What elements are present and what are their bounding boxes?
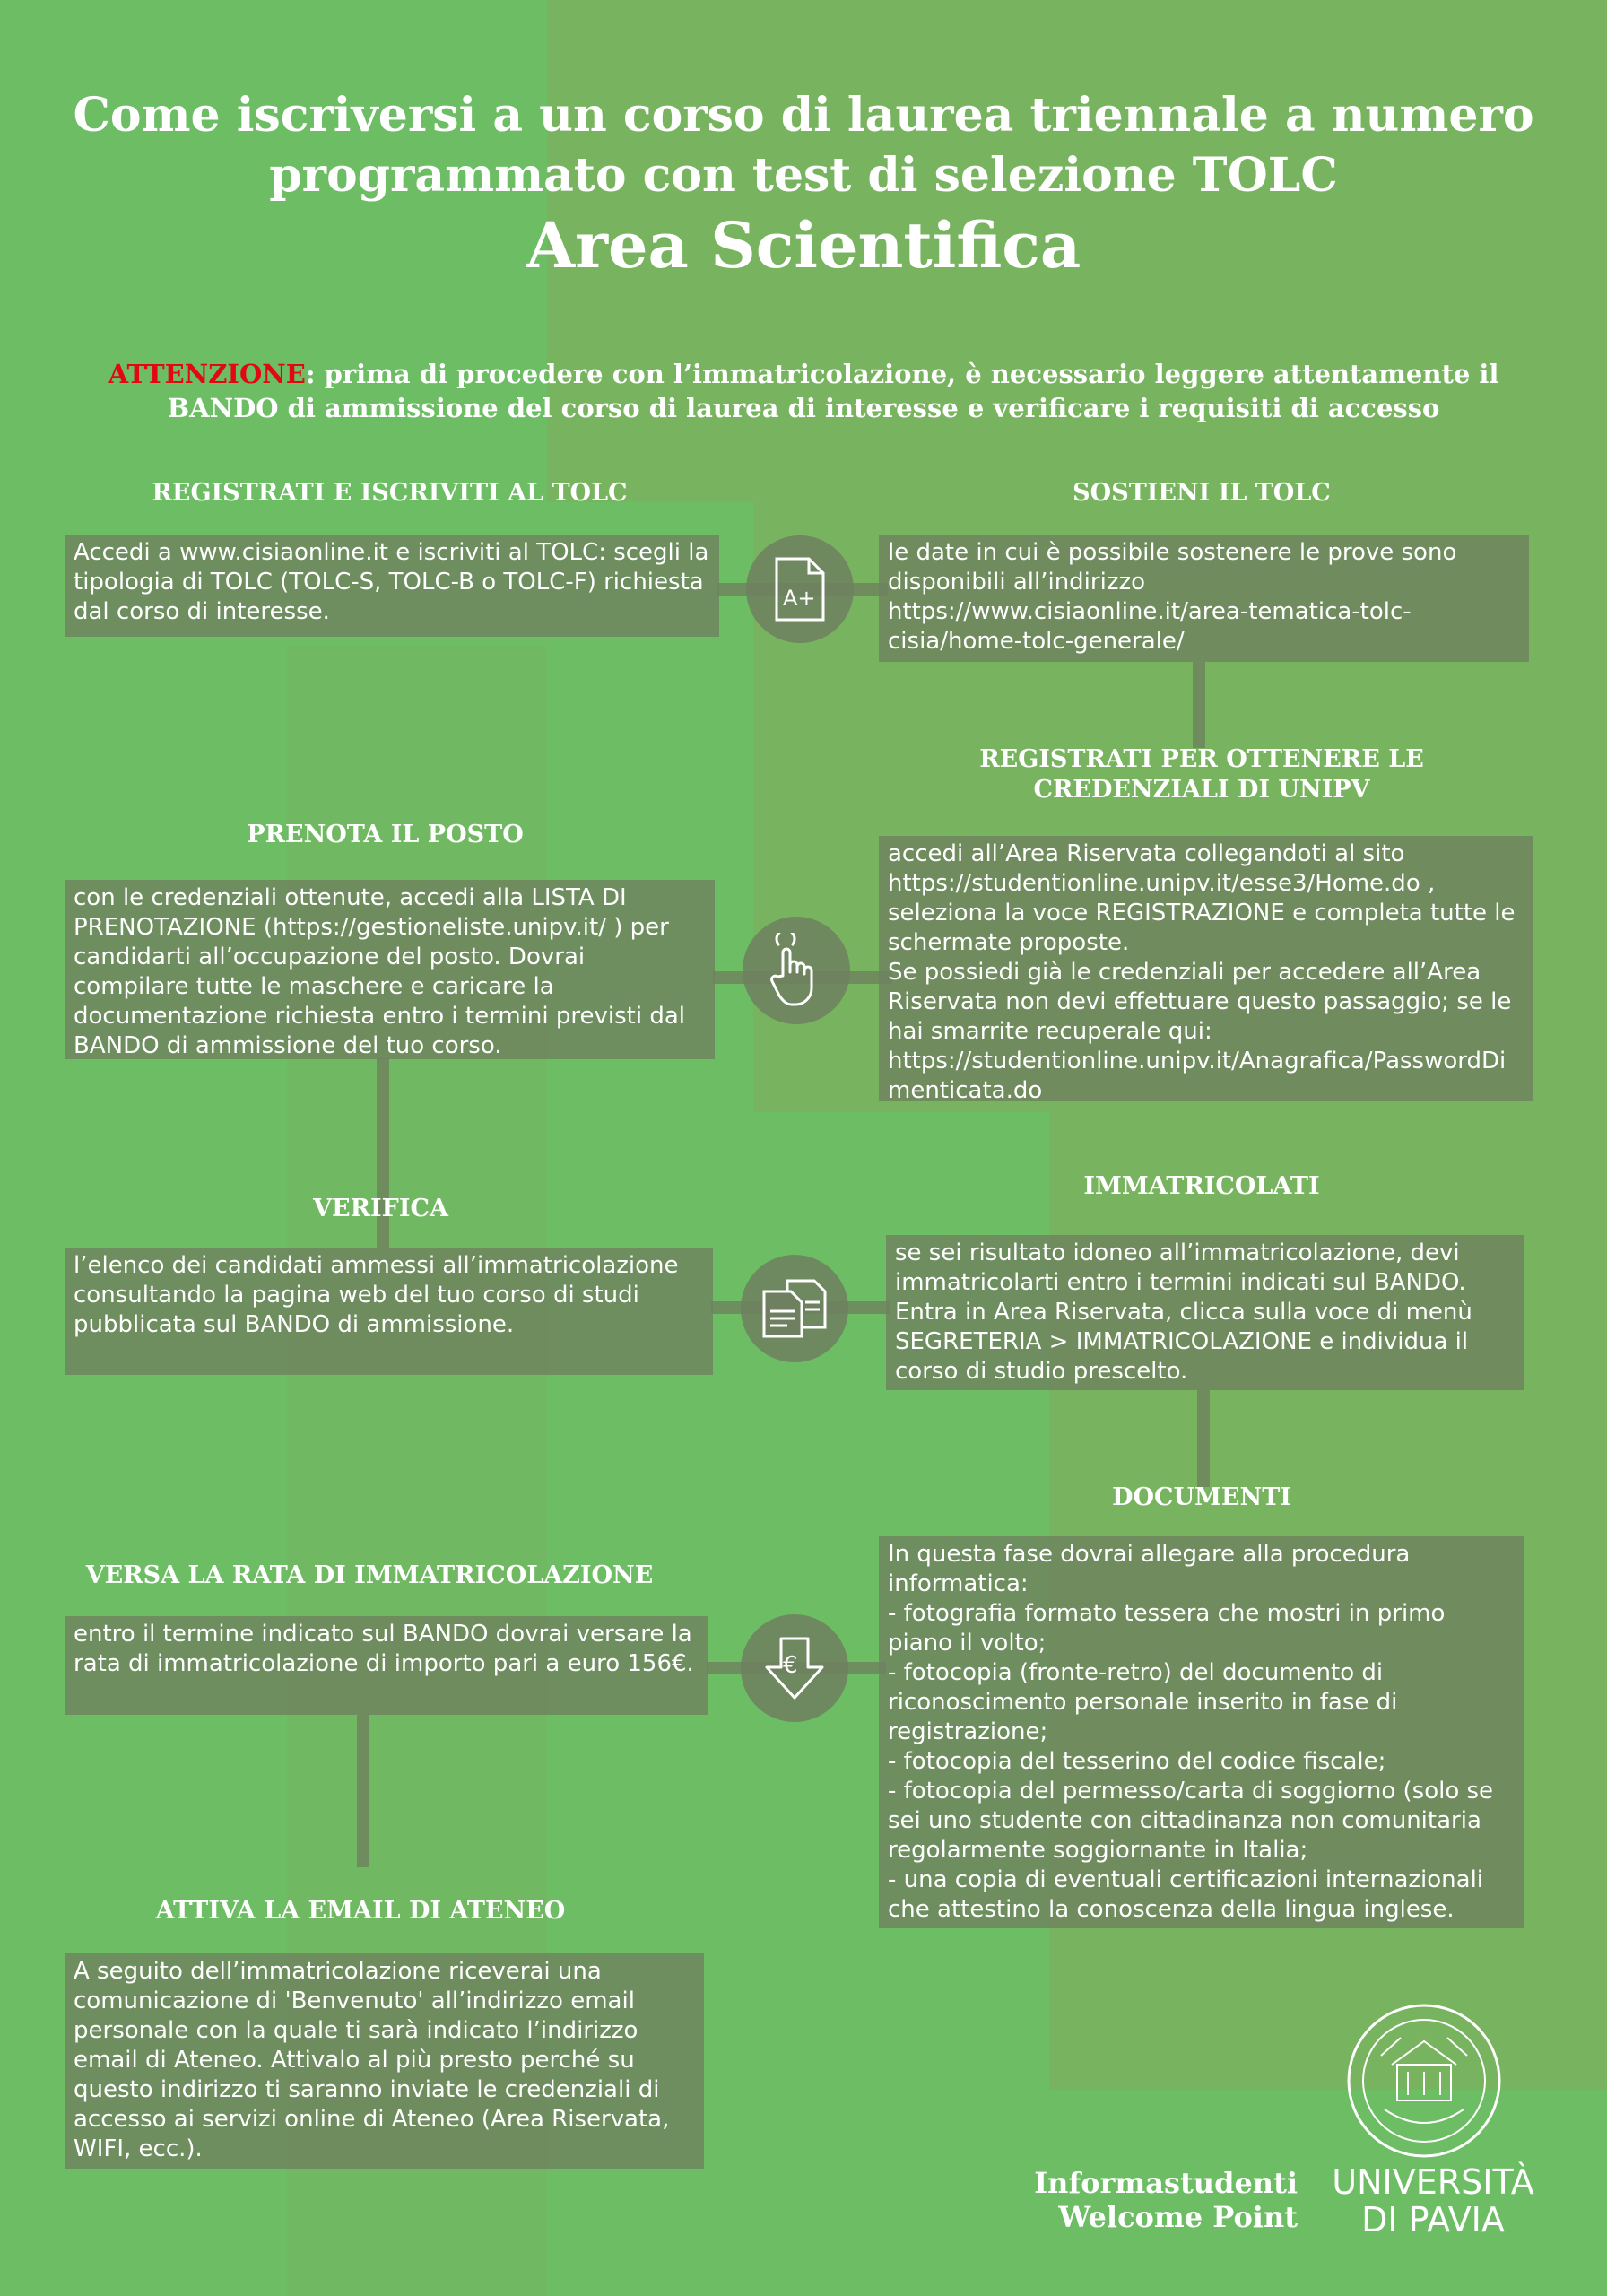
- step-box-documenti: In questa fase dovrai allegare alla procedura informatica: - fotografia formato tessera che mostri in primo piano il volto; - fotocopia (fronte-retro) del documento di riconoscimento personale inserito in fase di registrazione; - fotocopia del tesserino del codice fiscale; - fotocopia del permesso/carta di soggiorno (solo se sei uno studente con cittadinanza non comunitaria regolarmente soggiornante in Italia; - una copia di eventuali certificazioni internazionali che attestino la conoscenza della lingua inglese.: [879, 1536, 1524, 1928]
- step-title-sostieni-tolc: SOSTIENI IL TOLC: [1073, 479, 1331, 507]
- icon-circle: [743, 917, 850, 1024]
- connector-bar: [1197, 1390, 1210, 1487]
- footer-line-2: Welcome Point: [1058, 2200, 1298, 2234]
- step-box-rata: entro il termine indicato sul BANDO dovrai versare la rata di immatricolazione di importo pari a euro 156€.: [65, 1616, 708, 1715]
- icon-circle: [746, 535, 854, 643]
- grade-document-icon: [771, 555, 829, 623]
- step-title-immatricolati: IMMATRICOLATI: [1083, 1172, 1320, 1200]
- university-seal-icon: [1345, 2002, 1503, 2160]
- step-box-verifica: l’elenco dei candidati ammessi all’immatricolazione consultando la pagina web del tuo corso di studi pubblicata sul BANDO di ammissione.: [65, 1248, 713, 1375]
- step-title-registrati-tolc: REGISTRATI E ISCRIVITI AL TOLC: [152, 479, 628, 507]
- footer-informastudenti: [1034, 2166, 1298, 2234]
- university-name: [1325, 2163, 1541, 2239]
- university-name-line-1: UNIVERSITÀ: [1332, 2162, 1534, 2202]
- university-name-line-2: DI PAVIA: [1361, 2200, 1505, 2239]
- step-title-documenti: DOCUMENTI: [1112, 1483, 1291, 1511]
- warning-text: : prima di procedere con l’immatricolazione, è necessario leggere attentamente il BANDO di ammissione del corso di laurea di interesse e verificare i requisiti di accesso: [167, 359, 1499, 423]
- step-box-email: A seguito dell’immatricolazione riceverai una comunicazione di 'Benvenuto' all’indirizzo email personale con la quale ti sarà indicato l’indirizzo email di Ateneo. Attivalo al più presto perché su questo indirizzo ti saranno inviate le credenziali di accesso ai servizi online di Ateneo (Area Riservata, WIFI, ecc.).: [65, 1953, 704, 2169]
- icon-circle: [741, 1614, 848, 1722]
- step-box-credenziali: accedi all’Area Riservata collegandoti al sito https://studentionline.unipv.it/esse3/Home.do , seleziona la voce REGISTRAZIONE e completa tutte le schermate proposte. Se possiedi già le credenziali per accedere all’Area Riservata non devi effettuare questo passaggio; se le hai smarrite recuperale qui: https://studentionline.unipv.it/Anagrafica/PasswordDimenticata.do: [879, 836, 1533, 1101]
- euro-download-icon: [763, 1635, 826, 1701]
- step-box-prenota: con le credenziali ottenute, accedi alla LISTA DI PRENOTAZIONE (https://gestioneliste.unipv.it/ ) per candidarti all’occupazione del posto. Dovrai compilare tutte le maschere e caricare la documentazione richiesta entro i termini previsti dal BANDO di ammissione del tuo corso.: [65, 880, 715, 1059]
- step-box-immatricolati: se sei risultato idoneo all’immatricolazione, devi immatricolarti entro i termini indicati sul BANDO. Entra in Area Riservata, clicca sulla voce di menù SEGRETERIA > IMMATRICOLAZIONE e individua il corso di studio prescelto.: [886, 1235, 1524, 1390]
- icon-circle: [741, 1255, 848, 1362]
- step-title-rata: VERSA LA RATA DI IMMATRICOLAZIONE: [85, 1561, 654, 1589]
- documents-icon: [760, 1277, 829, 1340]
- svg-text:€: €: [783, 1652, 798, 1679]
- title-line-1: Come iscriversi a un corso di laurea triennale a numero: [73, 88, 1534, 143]
- touch-hand-icon: [765, 933, 828, 1008]
- warning-notice: [72, 357, 1535, 425]
- step-title-credenziali: REGISTRATI PER OTTENERE LE CREDENZIALI DI UNIPV: [979, 745, 1424, 804]
- warning-label: ATTENZIONE: [108, 359, 306, 389]
- step-box-registrati-tolc: Accedi a www.cisiaonline.it e iscriviti al TOLC: scegli la tipologia di TOLC (TOLC-S, TOLC-B o TOLC-F) richiesta dal corso di interesse.: [65, 535, 719, 637]
- svg-text:A+: A+: [783, 586, 816, 611]
- page-subtitle: Area Scientifica: [526, 208, 1081, 283]
- title-line-2: programmato con test di selezione TOLC: [269, 148, 1338, 203]
- step-title-verifica: VERIFICA: [313, 1195, 448, 1222]
- step-title-email: ATTIVA LA EMAIL DI ATENEO: [155, 1897, 566, 1925]
- step-box-sostieni-tolc: le date in cui è possibile sostenere le prove sono disponibili all’indirizzo https://www.cisiaonline.it/area-tematica-tolc-cisia/home-tolc-generale/: [879, 535, 1529, 662]
- footer-line-1: Informastudenti: [1034, 2166, 1298, 2200]
- page-title: [72, 85, 1535, 205]
- connector-bar: [357, 1715, 369, 1867]
- connector-bar: [1193, 662, 1205, 748]
- step-title-prenota: PRENOTA IL POSTO: [247, 821, 524, 848]
